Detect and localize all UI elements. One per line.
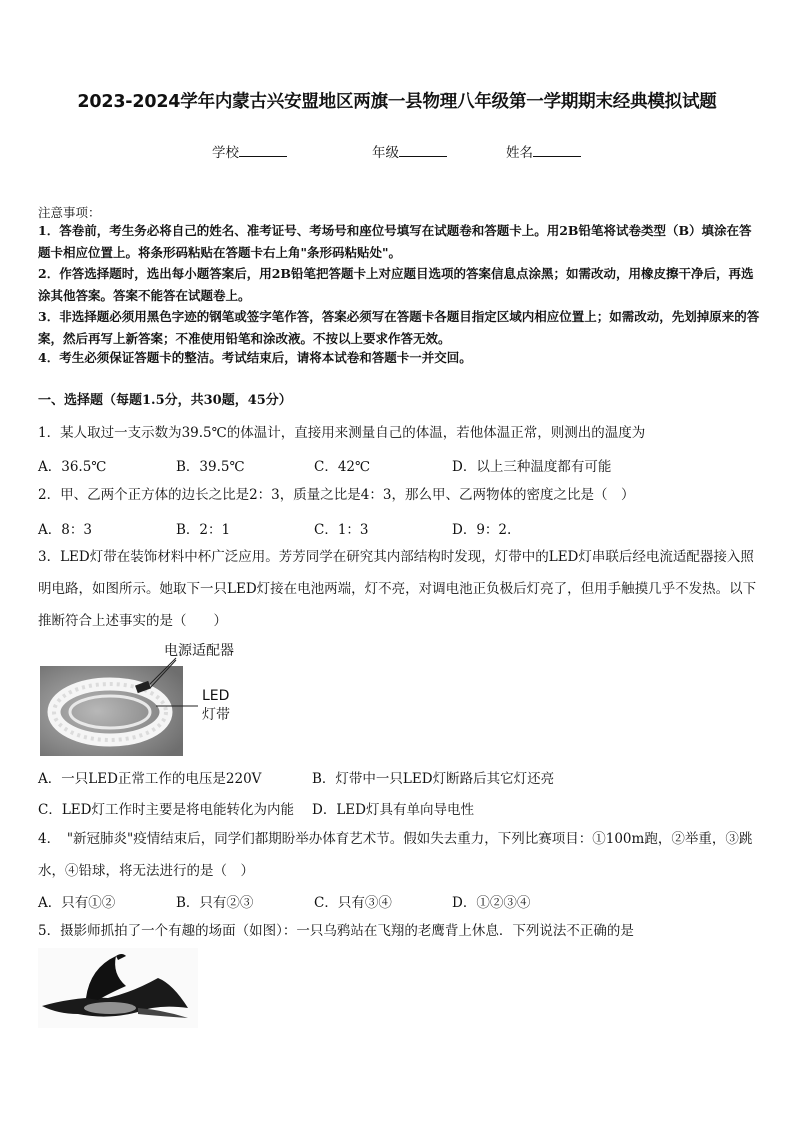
question-3-stem: 3．LED灯带在装饰材料中杯广泛应用。芳芳同学在研究其内部结构时发现，灯带中的LED灯串联后经电流适配器接入照明电路，如图所示。她取下一只LED灯接在电池两端，灯不亮，对调电池正负极后灯亮了，但用手触摸几乎不发热。以下推断符合上述事实的是（ ） xyxy=(38,549,757,629)
eagle-crow-figure xyxy=(38,948,198,1028)
question-5-stem: 5．摄影师抓拍了一个有趣的场面（如图）：一只乌鸦站在飞翔的老鹰背上休息．下列说法不正确的是 xyxy=(38,923,634,939)
q1-option-a: A．36.5℃ xyxy=(38,459,107,475)
school-blank xyxy=(239,142,287,157)
grade-field xyxy=(372,141,447,161)
school-label: 学校 xyxy=(212,145,239,161)
q3-option-a: A．一只LED正常工作的电压是220V xyxy=(38,771,262,787)
q4-option-b: B．只有②③ xyxy=(176,895,254,911)
notice-heading: 注意事项： xyxy=(38,205,101,220)
q1-option-d: D．以上三种温度都有可能 xyxy=(452,459,612,475)
q1-option-c: C．42℃ xyxy=(314,459,371,475)
notice-item: 4．考生必须保证答题卡的整洁。考试结束后，请将本试卷和答题卡一并交回。 xyxy=(38,350,472,365)
grade-blank xyxy=(399,142,447,157)
school-field xyxy=(212,141,287,161)
q4-option-a: A．只有①② xyxy=(38,895,116,911)
question-4-stem: 4． "新冠肺炎"疫情结束后，同学们都期盼举办体育艺术节。假如失去重力，下列比赛项目：①100m跑，②举重，③跳水，④铅球，将无法进行的是（ ） xyxy=(38,831,753,879)
adapter-label: 电源适配器 xyxy=(164,643,234,659)
section-heading: 一、选择题（每题1.5分，共30题，45分） xyxy=(38,393,292,408)
q3-option-d: D．LED灯具有单向导电性 xyxy=(312,802,474,818)
q2-option-c: C．1：3 xyxy=(314,522,369,538)
q2-option-d: D．9：2. xyxy=(452,522,512,538)
notice-item: 2．作答选择题时，选出每小题答案后，用2B铅笔把答题卡上对应题目选项的答案信息点涂黑；如需改动，用橡皮擦干净后，再选涂其他答案。答案不能答在试题卷上。 xyxy=(38,266,754,303)
eagle-crow-image xyxy=(38,948,198,1028)
strip-label: 灯带 xyxy=(202,707,230,723)
grade-label: 年级 xyxy=(372,145,399,161)
name-blank xyxy=(533,142,581,157)
question-2-stem: 2．甲、乙两个正方体的边长之比是2：3，质量之比是4：3，那么甲、乙两物体的密度之比是（ ） xyxy=(38,487,635,503)
led-strip-figure xyxy=(38,638,248,758)
q4-option-d: D．①②③④ xyxy=(452,895,531,911)
page-title: 2023-2024学年内蒙古兴安盟地区两旗一县物理八年级第一学期期末经典模拟试题 xyxy=(77,92,717,112)
q4-option-c: C．只有③④ xyxy=(314,895,392,911)
name-field xyxy=(506,141,581,161)
q2-option-b: B．2：1 xyxy=(176,522,231,538)
name-label: 姓名 xyxy=(506,145,533,161)
notice-item: 1．答卷前，考生务必将自己的姓名、准考证号、考场号和座位号填写在试题卷和答题卡上。用2B铅笔将试卷类型（B）填涂在答题卡相应位置上。将条形码粘贴在答题卡右上角"条形码粘贴处"。 xyxy=(38,223,752,260)
q3-option-c: C．LED灯工作时主要是将电能转化为内能 xyxy=(38,802,294,818)
q2-option-a: A．8：3 xyxy=(38,522,92,538)
notice-item: 3．非选择题必须用黑色字迹的钢笔或签字笔作答，答案必须写在答题卡各题目指定区域内相应位置上；如需改动，先划掉原来的答案，然后再写上新答案；不准使用铅笔和涂改液。不按以上要求作答无效。 xyxy=(38,309,760,346)
q3-option-b: B．灯带中一只LED灯断路后其它灯还亮 xyxy=(312,771,555,787)
eagle-back-highlight xyxy=(84,1002,136,1014)
question-1-stem: 1．某人取过一支示数为39.5℃的体温计，直接用来测量自己的体温，若他体温正常，则测出的温度为 xyxy=(38,425,646,441)
q1-option-b: B．39.5℃ xyxy=(176,459,245,475)
led-label: LED xyxy=(202,688,230,704)
